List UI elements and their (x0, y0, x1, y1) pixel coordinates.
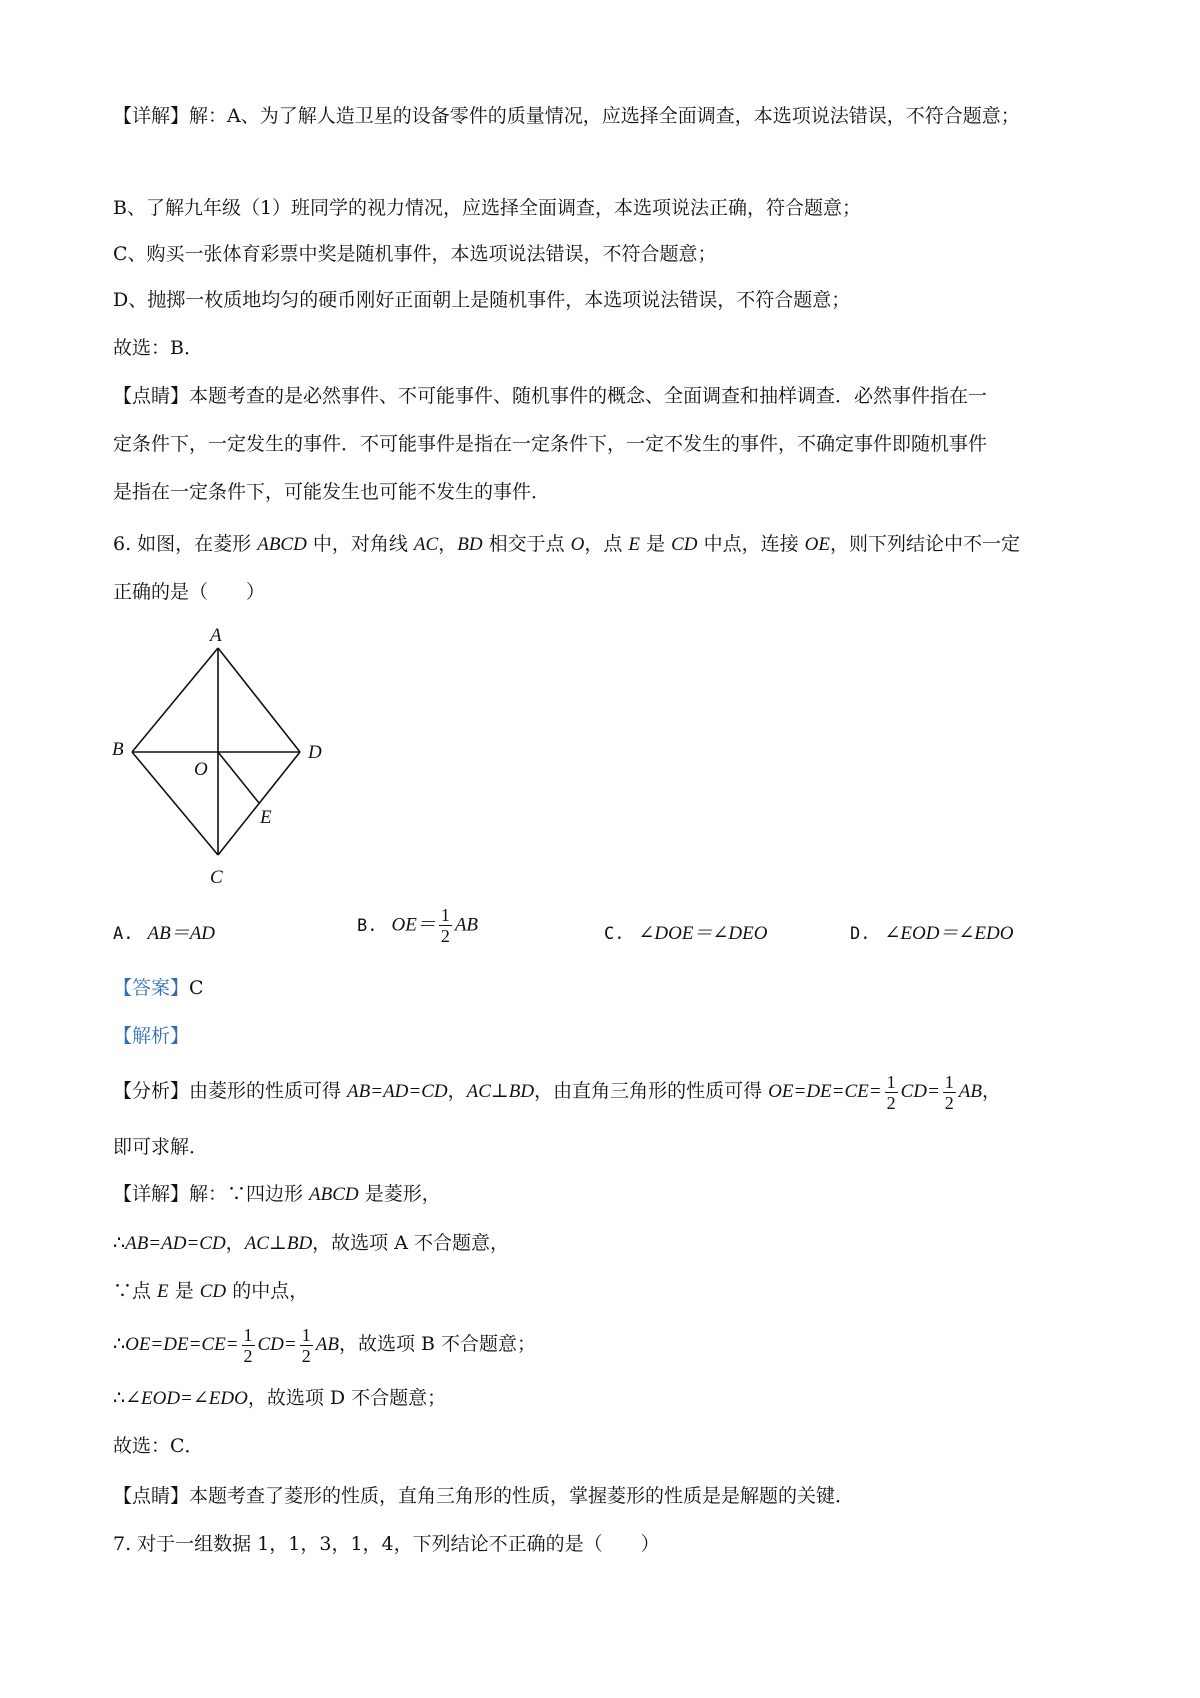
q6-xiangjie-line-2: ∴AB=AD=CD，AC⊥BD，故选项 A 不合题意， (113, 1232, 509, 1254)
fraction-half: $\frac{1}{2}$ (440, 905, 450, 946)
segment-oe (218, 752, 259, 803)
q5-comment-line-3: 是指在一定条件下，可能发生也可能不发生的事件． (113, 481, 551, 503)
q6-stem-line-2: 正确的是（ ） (113, 581, 266, 603)
label-e: E (260, 807, 272, 828)
q6-xiangjie-line-3: ∵点 E 是 CD 的中点， (113, 1280, 309, 1302)
q6-stem-line-1: 6. 如图，在菱形 ABCD 中，对角线 AC，BD 相交于点 O，点 E 是 CD 中点，连接 OE，则下列结论中不一定 (113, 533, 1020, 555)
q5-option-b-explanation: B、了解九年级（1）班同学的视力情况，应选择全面调查，本选项说法正确，符合题意； (113, 197, 862, 219)
q6-xiangjie-line-5: ∴∠EOD=∠EDO，故选项 D 不合题意； (113, 1387, 447, 1409)
q5-choice: 故选：B． (113, 337, 203, 359)
label-b: B (112, 739, 124, 760)
rhombus-figure (100, 625, 320, 895)
q6-option-c: C. ∠DOE＝∠DEO (604, 923, 768, 944)
label-a: A (210, 625, 222, 646)
q6-xiangjie-line-4: ∴OE=DE=CE= $\frac{1}{2}$ CD= $\frac{1}{2}$ AB，故选项 B 不合题意； (113, 1324, 536, 1366)
q5-comment-line-2: 定条件下，一定发生的事件．不可能事件是指在一定条件下，一定不发生的事件，不确定事件即随机事件 (113, 433, 988, 455)
q5-comment-line-1: 【点睛】本题考查的是必然事件、不可能事件、随机事件的概念、全面调查和抽样调查．必然事件指在一 (113, 385, 988, 407)
q5-detail-a: 【详解】解：A、为了解人造卫星的设备零件的质量情况，应选择全面调查，本选项说法错误，不符合题意； (113, 105, 1020, 127)
q6-analysis-tag: 【解析】 (113, 1025, 190, 1047)
q6-fenxi-line-2: 即可求解． (113, 1136, 209, 1158)
label-d: D (308, 742, 322, 763)
q5-option-d-explanation: D、抛掷一枚质地均匀的硬币刚好正面朝上是随机事件，本选项说法错误，不符合题意； (113, 289, 851, 311)
side-ad (218, 648, 300, 752)
q6-answer: 【答案】C (113, 977, 204, 999)
fraction-half: $\frac{1}{2}$ (886, 1071, 896, 1113)
label-o: O (194, 759, 208, 780)
label-c: C (210, 867, 223, 888)
q5-option-c-explanation: C、购买一张体育彩票中奖是随机事件，本选项说法错误，不符合题意； (113, 243, 717, 265)
q7-stem: 7. 对于一组数据 1，1，3，1，4，下列结论不正确的是（ ） (113, 1533, 660, 1555)
q6-option-a: A. AB＝AD (113, 923, 216, 944)
q6-fenxi-line-1: 【分析】由菱形的性质可得 AB=AD=CD，AC⊥BD，由直角三角形的性质可得 OE=DE=CE= $\frac{1}{2}$ CD= $\frac{1}{2}$ AB， (113, 1071, 1002, 1113)
fraction-half: $\frac{1}{2}$ (944, 1071, 954, 1113)
q6-xiangjie-line-1: 【详解】解：∵四边形 ABCD 是菱形， (113, 1183, 441, 1205)
q6-choice: 故选：C． (113, 1435, 204, 1457)
q6-comment: 【点睛】本题考查了菱形的性质，直角三角形的性质，掌握菱形的性质是是解题的关键． (113, 1485, 855, 1507)
fraction-half: $\frac{1}{2}$ (243, 1324, 253, 1366)
side-ab (132, 648, 218, 752)
q6-option-b: B. OE＝ $\frac{1}{2}$ AB (357, 905, 479, 946)
q6-option-d: D. ∠EOD＝∠EDO (850, 923, 1014, 944)
answer-tag: 【答案】 (113, 977, 190, 999)
fraction-half: $\frac{1}{2}$ (301, 1324, 311, 1366)
